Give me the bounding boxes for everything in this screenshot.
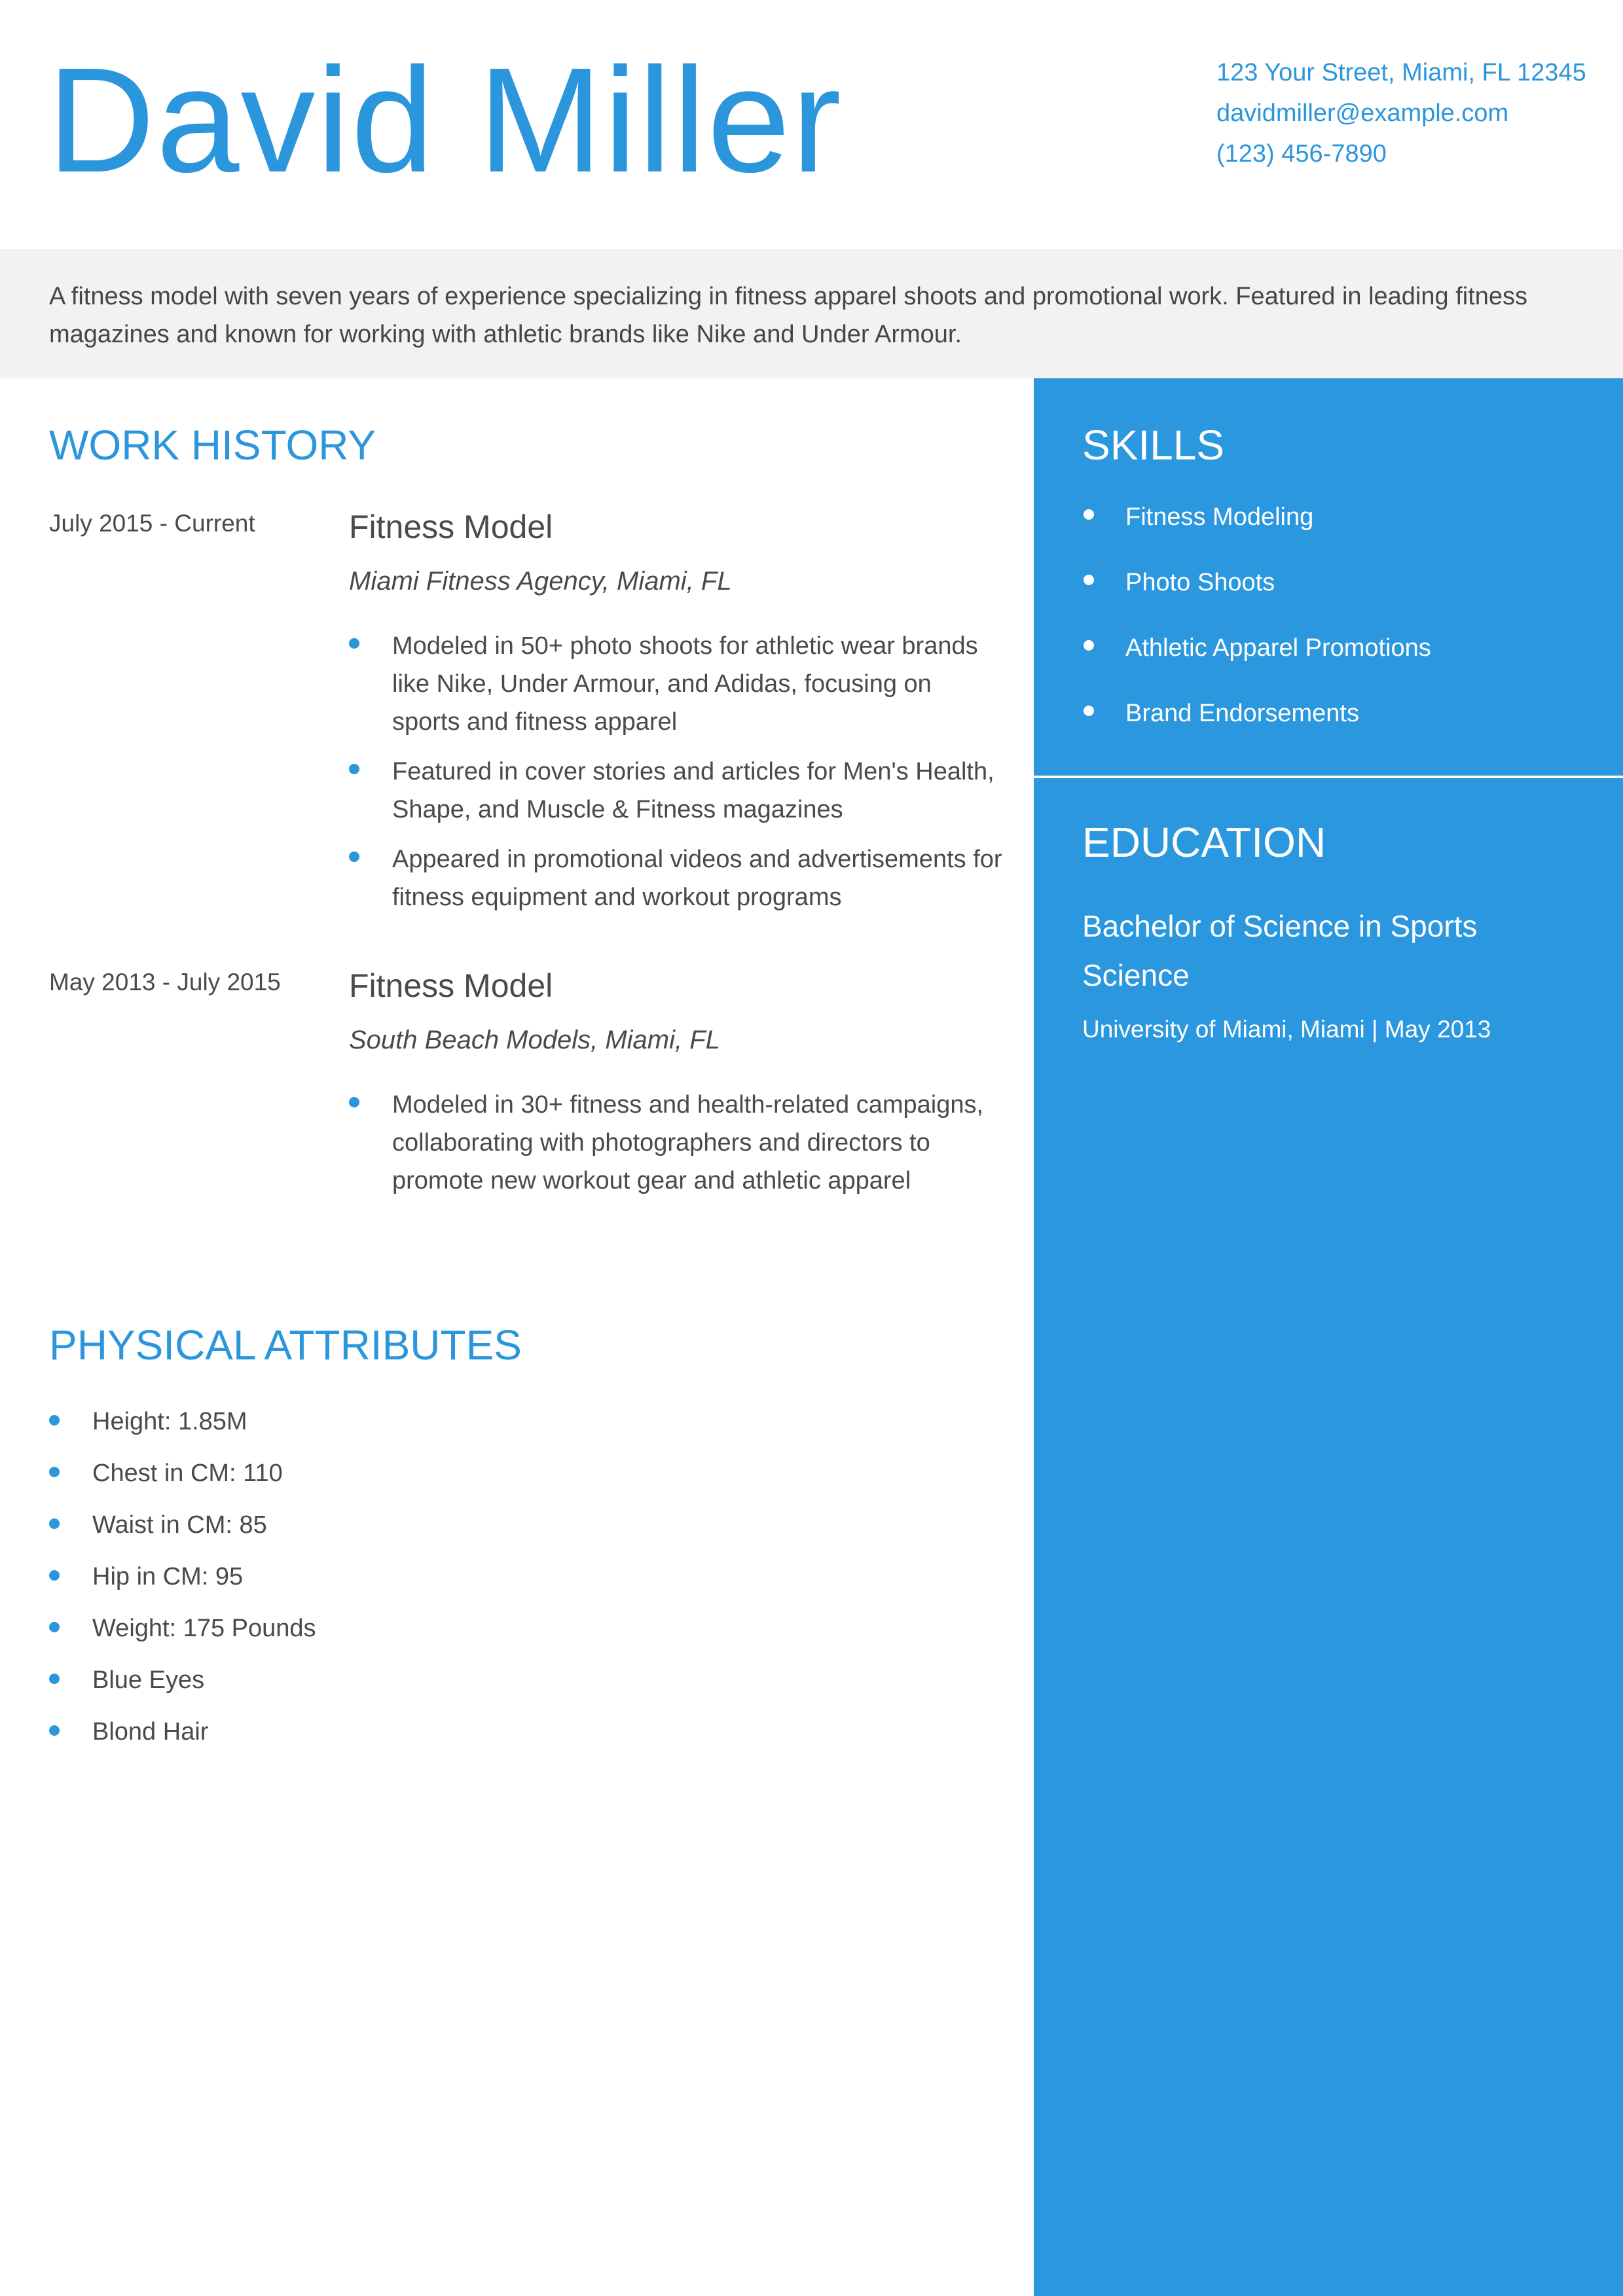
contact-info [1216, 52, 1586, 174]
education-degree: Bachelor of Science in Sports Science [1082, 909, 1478, 992]
bullet-icon [1084, 640, 1094, 651]
bullet-icon [1084, 509, 1094, 520]
contact-email[interactable]: davidmiller@example.com [1216, 99, 1509, 127]
attribute-text: Blue Eyes [92, 1666, 205, 1694]
list-item [49, 1562, 316, 1614]
bullet-icon [1084, 706, 1094, 716]
job-dates: May 2013 - July 2015 [49, 969, 281, 996]
bullet-text: Modeled in 30+ fitness and health-related campaigns, collaborating with photographers and directors to promote new workout gear and athletic apparel [392, 1091, 984, 1194]
bullet-text: Appeared in promotional videos and advertisements for fitness equipment and workout programs [392, 846, 1002, 911]
bullet-text: Modeled in 50+ photo shoots for athletic wear brands like Nike, Under Armour, and Adidas, focusing on sports and fitness apparel [392, 632, 978, 736]
sidebar-divider [1034, 776, 1623, 778]
list-item [1082, 634, 1431, 699]
bullet-icon [49, 1415, 60, 1426]
skill-text: Brand Endorsements [1125, 700, 1359, 727]
job-bullets [349, 627, 1004, 928]
job-company: South Beach Models, Miami, FL [349, 1026, 720, 1054]
bullet-icon [49, 1467, 60, 1477]
attribute-text: Blond Hair [92, 1718, 209, 1746]
list-item [49, 1717, 316, 1769]
attribute-text: Weight: 175 Pounds [92, 1615, 316, 1642]
skill-text: Athletic Apparel Promotions [1125, 634, 1431, 662]
list-item [349, 753, 1004, 829]
resume-header [0, 0, 1623, 249]
education-school: University of Miami, Miami | May 2013 [1082, 1016, 1491, 1043]
bullet-icon [49, 1674, 60, 1684]
attribute-text: Waist in CM: 85 [92, 1511, 267, 1539]
list-item [349, 1086, 1004, 1200]
bullet-icon [349, 764, 359, 774]
list-item [49, 1407, 316, 1459]
contact-address: 123 Your Street, Miami, FL 12345 [1216, 59, 1586, 86]
bullet-icon [49, 1622, 60, 1632]
attribute-text: Hip in CM: 95 [92, 1563, 244, 1590]
attribute-text: Chest in CM: 110 [92, 1460, 283, 1487]
bullet-icon [349, 852, 359, 862]
work-history-heading: WORK HISTORY [49, 422, 376, 469]
list-item [49, 1459, 316, 1511]
education-heading: EDUCATION [1082, 819, 1326, 866]
bullet-icon [49, 1570, 60, 1581]
contact-phone[interactable]: (123) 456-7890 [1216, 140, 1387, 168]
list-item [1082, 699, 1431, 764]
bullet-icon [349, 1097, 359, 1107]
attribute-text: Height: 1.85M [92, 1408, 247, 1435]
list-item [1082, 568, 1431, 634]
list-item [349, 840, 1004, 916]
job-dates: July 2015 - Current [49, 510, 255, 537]
job-title: Fitness Model [349, 967, 553, 1004]
bullet-text: Featured in cover stories and articles for Men's Health, Shape, and Muscle & Fitness magazines [392, 758, 994, 823]
physical-attributes-list [49, 1407, 316, 1769]
list-item [349, 627, 1004, 741]
candidate-name: David Miller [47, 37, 843, 204]
bullet-icon [49, 1725, 60, 1736]
list-item [49, 1614, 316, 1666]
list-item [1082, 503, 1431, 568]
job-bullets [349, 1086, 1004, 1211]
list-item [49, 1511, 316, 1562]
bullet-icon [1084, 575, 1094, 585]
skill-text: Photo Shoots [1125, 569, 1275, 596]
professional-summary: A fitness model with seven years of experience specializing in fitness apparel shoots and promotional work. Featured in leading fitness magazines and known for working with athletic brands like Nike and Under Armour. [0, 249, 1623, 378]
job-title: Fitness Model [349, 509, 553, 545]
skills-list [1082, 503, 1431, 764]
physical-attributes-heading: PHYSICAL ATTRIBUTES [49, 1321, 522, 1369]
bullet-icon [349, 638, 359, 649]
list-item [49, 1666, 316, 1717]
skills-heading: SKILLS [1082, 422, 1225, 469]
job-company: Miami Fitness Agency, Miami, FL [349, 567, 732, 596]
bullet-icon [49, 1518, 60, 1529]
skill-text: Fitness Modeling [1125, 503, 1314, 531]
right-sidebar [1034, 378, 1623, 2296]
